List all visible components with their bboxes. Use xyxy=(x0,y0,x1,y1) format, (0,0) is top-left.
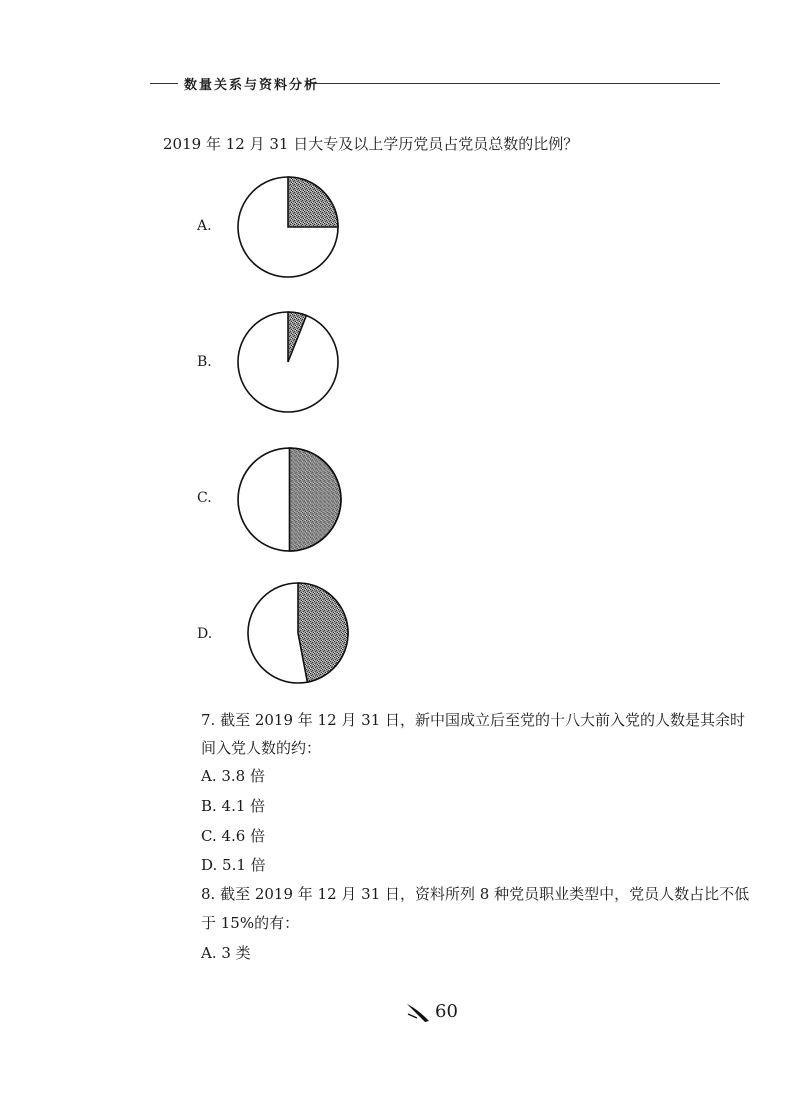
option-c-pie-chart xyxy=(236,446,343,553)
quill-pen-icon xyxy=(405,1000,431,1024)
question-8-line-1: 8. 截至 2019 年 12 月 31 日，资料所列 8 种党员职业类型中，党员人数占比不低 xyxy=(201,885,750,903)
question-7-option-d: D. 5.1 倍 xyxy=(201,856,266,874)
option-c-label: C. xyxy=(197,490,212,506)
question-7-option-a: A. 3.8 倍 xyxy=(201,767,265,785)
option-d-label: D. xyxy=(197,626,213,642)
option-c-shaded-slice xyxy=(290,448,341,551)
page-number: 60 xyxy=(435,1001,458,1022)
question-8-line-2: 于 15%的有： xyxy=(201,914,300,932)
option-a-shaded-slice xyxy=(288,177,338,227)
option-a-label: A. xyxy=(197,218,212,234)
option-b-label: B. xyxy=(197,354,212,370)
question-6-stem: 2019 年 12 月 31 日大专及以上学历党员占党员总数的比例？ xyxy=(163,135,579,153)
running-header xyxy=(150,72,720,96)
question-8-option-a: A. 3 类 xyxy=(201,944,251,962)
question-7-option-b: B. 4.1 倍 xyxy=(201,797,266,815)
question-7-option-c: C. 4.6 倍 xyxy=(201,827,266,845)
question-7-line-2: 间入党人数的约： xyxy=(201,739,322,757)
option-a-pie-chart xyxy=(236,175,340,279)
option-d-shaded-slice xyxy=(298,583,348,682)
option-b-pie-chart xyxy=(236,310,340,414)
header-rule-right xyxy=(308,83,720,84)
option-d-pie-chart xyxy=(246,581,350,685)
header-title: 数量关系与资料分析 xyxy=(184,78,320,93)
question-7-line-1: 7. 截至 2019 年 12 月 31 日，新中国成立后至党的十八大前入党的人数是其余时 xyxy=(201,711,746,729)
header-rule-left xyxy=(150,83,178,84)
